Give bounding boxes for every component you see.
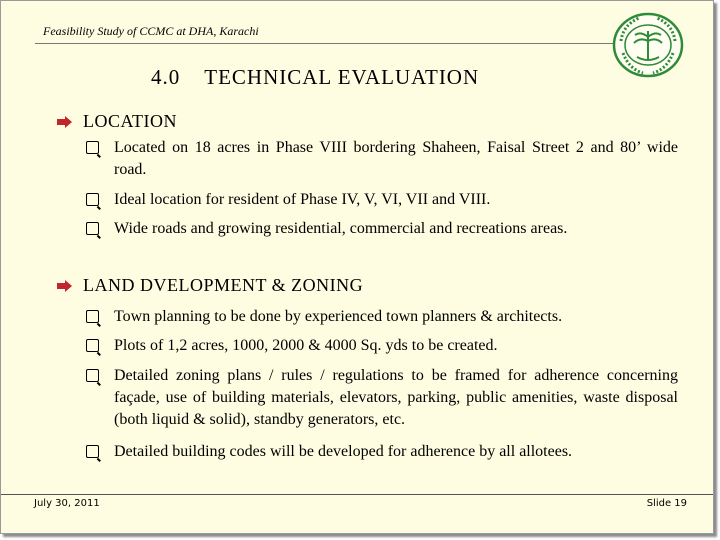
footer-date: July 30, 2011 xyxy=(34,498,100,509)
list-item-text: Detailed zoning plans / rules / regulations to be framed for adherence concerning façade, use of building materials, elevators, parking, public amenities, waste disposal (both liquid & solid), standby generators, etc. xyxy=(114,367,678,428)
checkbox-bullet-icon xyxy=(86,193,99,206)
list-item xyxy=(86,306,678,328)
slide-title xyxy=(151,65,479,90)
arrow-bullet-icon xyxy=(57,280,73,292)
list-item xyxy=(86,441,678,463)
list-item-text: Detailed building codes will be developed for adherence by all allotees. xyxy=(114,443,573,460)
header-text: Feasibility Study of CCMC at DHA, Karachi xyxy=(43,24,259,38)
checkbox-bullet-icon xyxy=(86,339,99,352)
checkbox-bullet-icon xyxy=(86,222,99,235)
list-item-text: Wide roads and growing residential, commercial and recreations areas. xyxy=(114,220,568,237)
list-item-text: Located on 18 acres in Phase VIII bordering Shaheen, Faisal Street 2 and 80’ wide road. xyxy=(114,139,678,178)
list-item xyxy=(86,189,678,211)
list-item-text: Plots of 1,2 acres, 1000, 2000 & 4000 Sq. yds to be created. xyxy=(114,337,498,354)
title-number: 4.0 xyxy=(151,65,181,89)
list-item xyxy=(86,137,678,181)
checkbox-bullet-icon xyxy=(86,310,99,323)
header-divider xyxy=(35,43,613,44)
footer-divider xyxy=(1,494,713,495)
checkbox-bullet-icon xyxy=(86,369,99,382)
arrow-bullet-icon xyxy=(57,116,73,128)
section-heading-location xyxy=(57,111,177,132)
dha-seal-logo-icon xyxy=(611,11,686,79)
section-heading-label: LAND DVELOPMENT & ZONING xyxy=(83,275,364,295)
section-heading-label: LOCATION xyxy=(83,111,177,131)
list-item xyxy=(86,218,678,240)
slide-number: Slide 19 xyxy=(646,498,687,509)
checkbox-bullet-icon xyxy=(86,445,99,458)
title-text: TECHNICAL EVALUATION xyxy=(204,65,480,89)
section-heading-land-development xyxy=(57,275,363,296)
list-item-text: Ideal location for resident of Phase IV, V, VI, VII and VIII. xyxy=(114,191,491,208)
list-item xyxy=(86,335,678,357)
list-item xyxy=(86,365,678,431)
checkbox-bullet-icon xyxy=(86,141,99,154)
list-item-text: Town planning to be done by experienced town planners & architects. xyxy=(114,308,563,325)
